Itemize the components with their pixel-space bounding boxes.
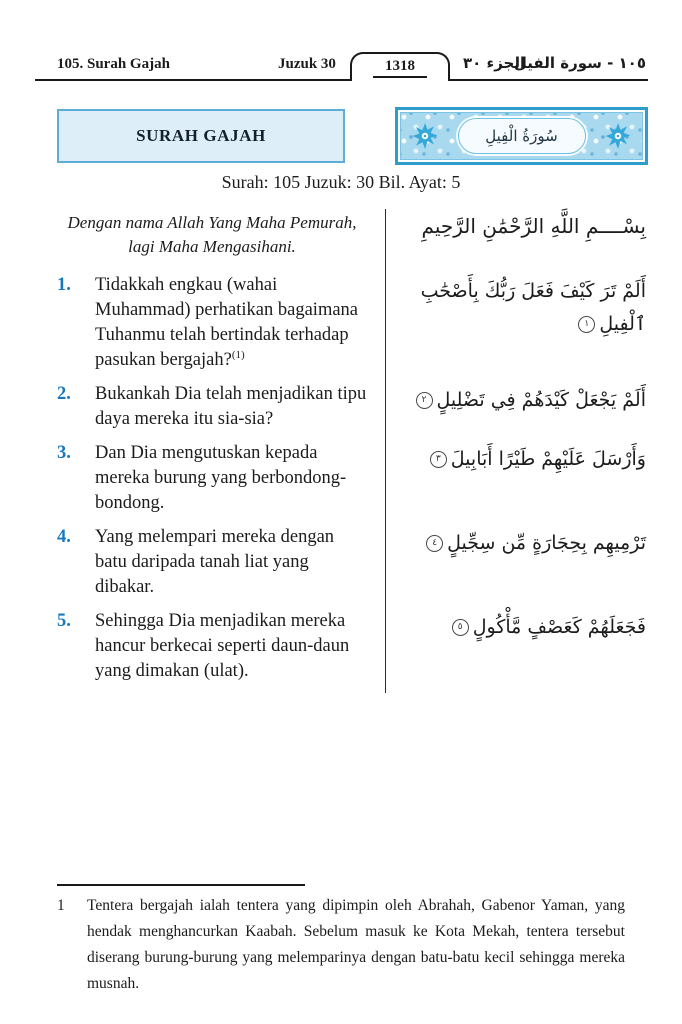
verse-arabic-text: تَرْمِيهِم بِحِجَارَةٍ مِّن سِجِّيلٍ (447, 532, 646, 554)
ornament-star-icon (412, 123, 438, 149)
bismillah-translation-cell (57, 209, 385, 273)
header-rule (35, 79, 648, 81)
verse-arabic-text: وَأَرْسَلَ عَلَيْهِمْ طَيْرًا أَبَابِيلَ (450, 448, 646, 470)
footnote (57, 893, 625, 997)
surah-title: SURAH GAJAH (136, 126, 266, 145)
bismillah-arabic: بِسْــــمِ اللَّهِ الرَّحْمَٰنِ الرَّحِيمِ (421, 214, 646, 238)
bismillah-translation: Dengan nama Allah Yang Maha Pemurah, lagi Maha Mengasihani. (67, 213, 357, 256)
title-row (57, 107, 648, 165)
header-surah-arabic-label: ١٠٥ - سورة الفيل (513, 54, 646, 72)
page-header (35, 50, 648, 81)
verse-row-3-translation (57, 441, 385, 525)
surah-meta-line: Surah: 105 Juzuk: 30 Bil. Ayat: 5 (221, 172, 461, 192)
footnote-ref: (1) (231, 348, 245, 361)
verse-row-1-arabic (385, 273, 650, 382)
verse-number: 1. (57, 275, 71, 295)
verse-number: 5. (57, 611, 71, 631)
page-number-tab (350, 52, 450, 81)
ayah-end-marker: ٥ (452, 619, 469, 636)
page-number: 1318 (373, 58, 427, 78)
verse-number: 2. (57, 384, 71, 404)
verse-arabic (398, 525, 650, 568)
verse-arabic (398, 441, 650, 484)
verse-row-3-arabic (385, 441, 650, 525)
verse-columns (57, 209, 650, 693)
verse-row-5-arabic (385, 609, 650, 693)
footnote-text: Tentera bergajah ialah tentera yang dipimpin oleh Abrahah, Gabenor Yaman, yang hendak menghancurkan Kaabah. Sebelum masuk ke Kota Mekah, tentera tersebut diserang burung-burung yang melemparinya dengan batu-batu kecil sehingga mereka musnah. (87, 897, 625, 992)
ayah-end-marker: ٢ (416, 392, 433, 409)
verse-row-4-translation (57, 525, 385, 609)
verse-arabic (398, 609, 650, 652)
verse-translation: Dan Dia mengutuskan kepada mereka burung yang berbondong-bondong. (95, 443, 347, 513)
verse-translation (95, 273, 367, 373)
verse-arabic (398, 382, 650, 425)
verse-arabic-text: أَلَمْ تَرَ كَيْفَ فَعَلَ رَبُّكَ بِأَصْحَٰبِ ٱلْفِيلِ (420, 280, 646, 335)
verse-number: 4. (57, 527, 71, 547)
header-juz-arabic-label: الجزء ٣٠ (463, 54, 526, 72)
verse-arabic-text: أَلَمْ يَجْعَلْ كَيْدَهُمْ فِي تَضْلِيلٍ (436, 389, 646, 411)
verse-arabic-text: فَجَعَلَهُمْ كَعَصْفٍ مَّأْكُولٍ (472, 616, 646, 638)
verse-translation-text: Tidakkah engkau (wahai Muhammad) perhatikan bagaimana Tuhanmu telah bertindak terhadap pasukan bergajah? (95, 275, 359, 370)
verse-row-1-translation (57, 273, 385, 382)
ayah-end-marker: ٣ (430, 451, 447, 468)
ornament-star-icon (605, 123, 631, 149)
verse-number: 3. (57, 443, 71, 463)
verse-arabic (398, 273, 650, 349)
header-surah-label: 105. Surah Gajah (57, 56, 170, 72)
footnote-separator (57, 884, 305, 886)
ayah-end-marker: ٤ (426, 535, 443, 552)
banner-arabic-title: سُورَةُ الْفِيلِ (485, 127, 558, 145)
header-juzuk-label: Juzuk 30 (278, 56, 336, 72)
ayah-end-marker: ١ (578, 316, 595, 333)
verse-translation: Yang melempari mereka dengan batu daripada tanah liat yang dibakar. (95, 527, 335, 597)
verse-row-2-arabic (385, 382, 650, 441)
banner-cartouche (458, 118, 586, 154)
footnote-number: 1 (57, 897, 65, 914)
verse-row-4-arabic (385, 525, 650, 609)
surah-banner (395, 107, 648, 165)
verse-translation: Bukankah Dia telah menjadikan tipu daya mereka itu sia-sia? (95, 384, 367, 429)
verse-row-2-translation (57, 382, 385, 441)
verse-row-5-translation (57, 609, 385, 693)
verse-translation: Sehingga Dia menjadikan mereka hancur berkecai seperti daun-daun yang dimakan (ulat). (95, 611, 350, 681)
bismillah-arabic-cell (385, 209, 650, 273)
surah-title-box (57, 109, 345, 163)
